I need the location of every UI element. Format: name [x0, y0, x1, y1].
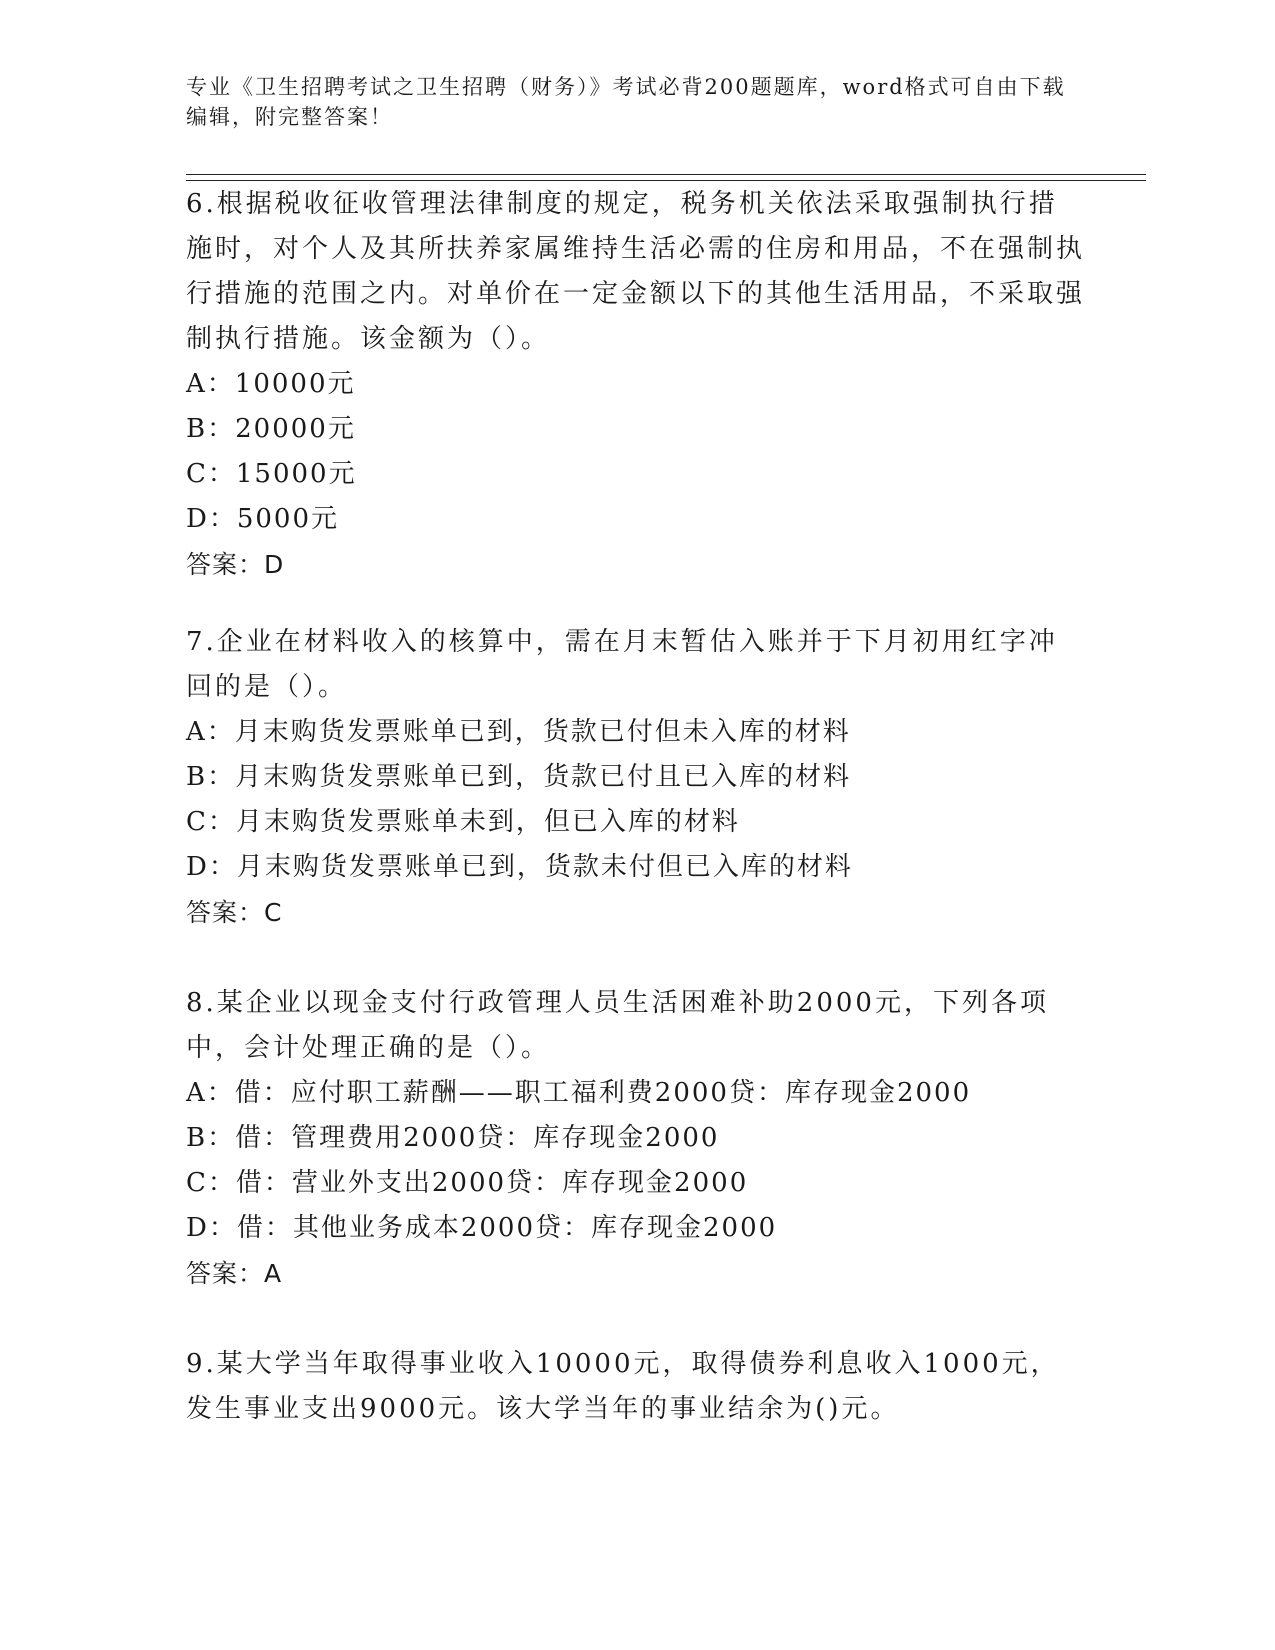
option-c: C：月末购货发票账单未到，但已入库的材料	[186, 807, 740, 837]
header-divider-line	[186, 180, 1146, 181]
question-stem: 6.根据税收征收管理法律制度的规定，税务机关依法采取强制执行措施时，对个人及其所扶养家属维持生活必需的住房和用品，不在强制执行措施的范围之内。对单价在一定金额以下的其他生活用品，不采取强制执行措施。该金额为（）。	[186, 189, 1086, 354]
answer: 答案：D	[186, 550, 285, 579]
option-d: D：5000元	[186, 504, 340, 534]
option-d: D：借：其他业务成本2000贷：库存现金2000	[186, 1213, 778, 1243]
option-a: A：月末购货发票账单已到，货款已付但未入库的材料	[186, 717, 851, 747]
question-9	[186, 1342, 1086, 1432]
option-c: C：借：营业外支出2000贷：库存现金2000	[186, 1168, 749, 1198]
option-b: B：月末购货发票账单已到，货款已付且已入库的材料	[186, 762, 852, 792]
question-stem: 9.某大学当年取得事业收入10000元，取得债券利息收入1000元，发生事业支出9000元。该大学当年的事业结余为()元。	[186, 1349, 1060, 1424]
question-8	[186, 981, 1086, 1296]
option-b: B：借：管理费用2000贷：库存现金2000	[186, 1123, 720, 1153]
answer: 答案：A	[186, 1259, 283, 1288]
option-a: A：借：应付职工薪酬——职工福利费2000贷：库存现金2000	[186, 1078, 972, 1108]
question-6	[186, 182, 1086, 587]
answer: 答案：C	[186, 898, 283, 927]
option-c: C：15000元	[186, 459, 357, 489]
question-stem: 7.企业在材料收入的核算中，需在月末暂估入账并于下月初用红字冲回的是（）。	[186, 627, 1058, 702]
question-stem: 8.某企业以现金支付行政管理人员生活困难补助2000元，下列各项中，会计处理正确的是（）。	[186, 988, 1049, 1063]
question-7	[186, 620, 1086, 935]
header-divider-line	[186, 174, 1146, 175]
option-b: B：20000元	[186, 414, 356, 444]
option-d: D：月末购货发票账单已到，货款未付但已入库的材料	[186, 852, 853, 882]
option-a: A：10000元	[186, 369, 356, 399]
document-header: 专业《卫生招聘考试之卫生招聘（财务）》考试必背200题题库，word格式可自由下载编辑，附完整答案！	[186, 75, 1066, 129]
